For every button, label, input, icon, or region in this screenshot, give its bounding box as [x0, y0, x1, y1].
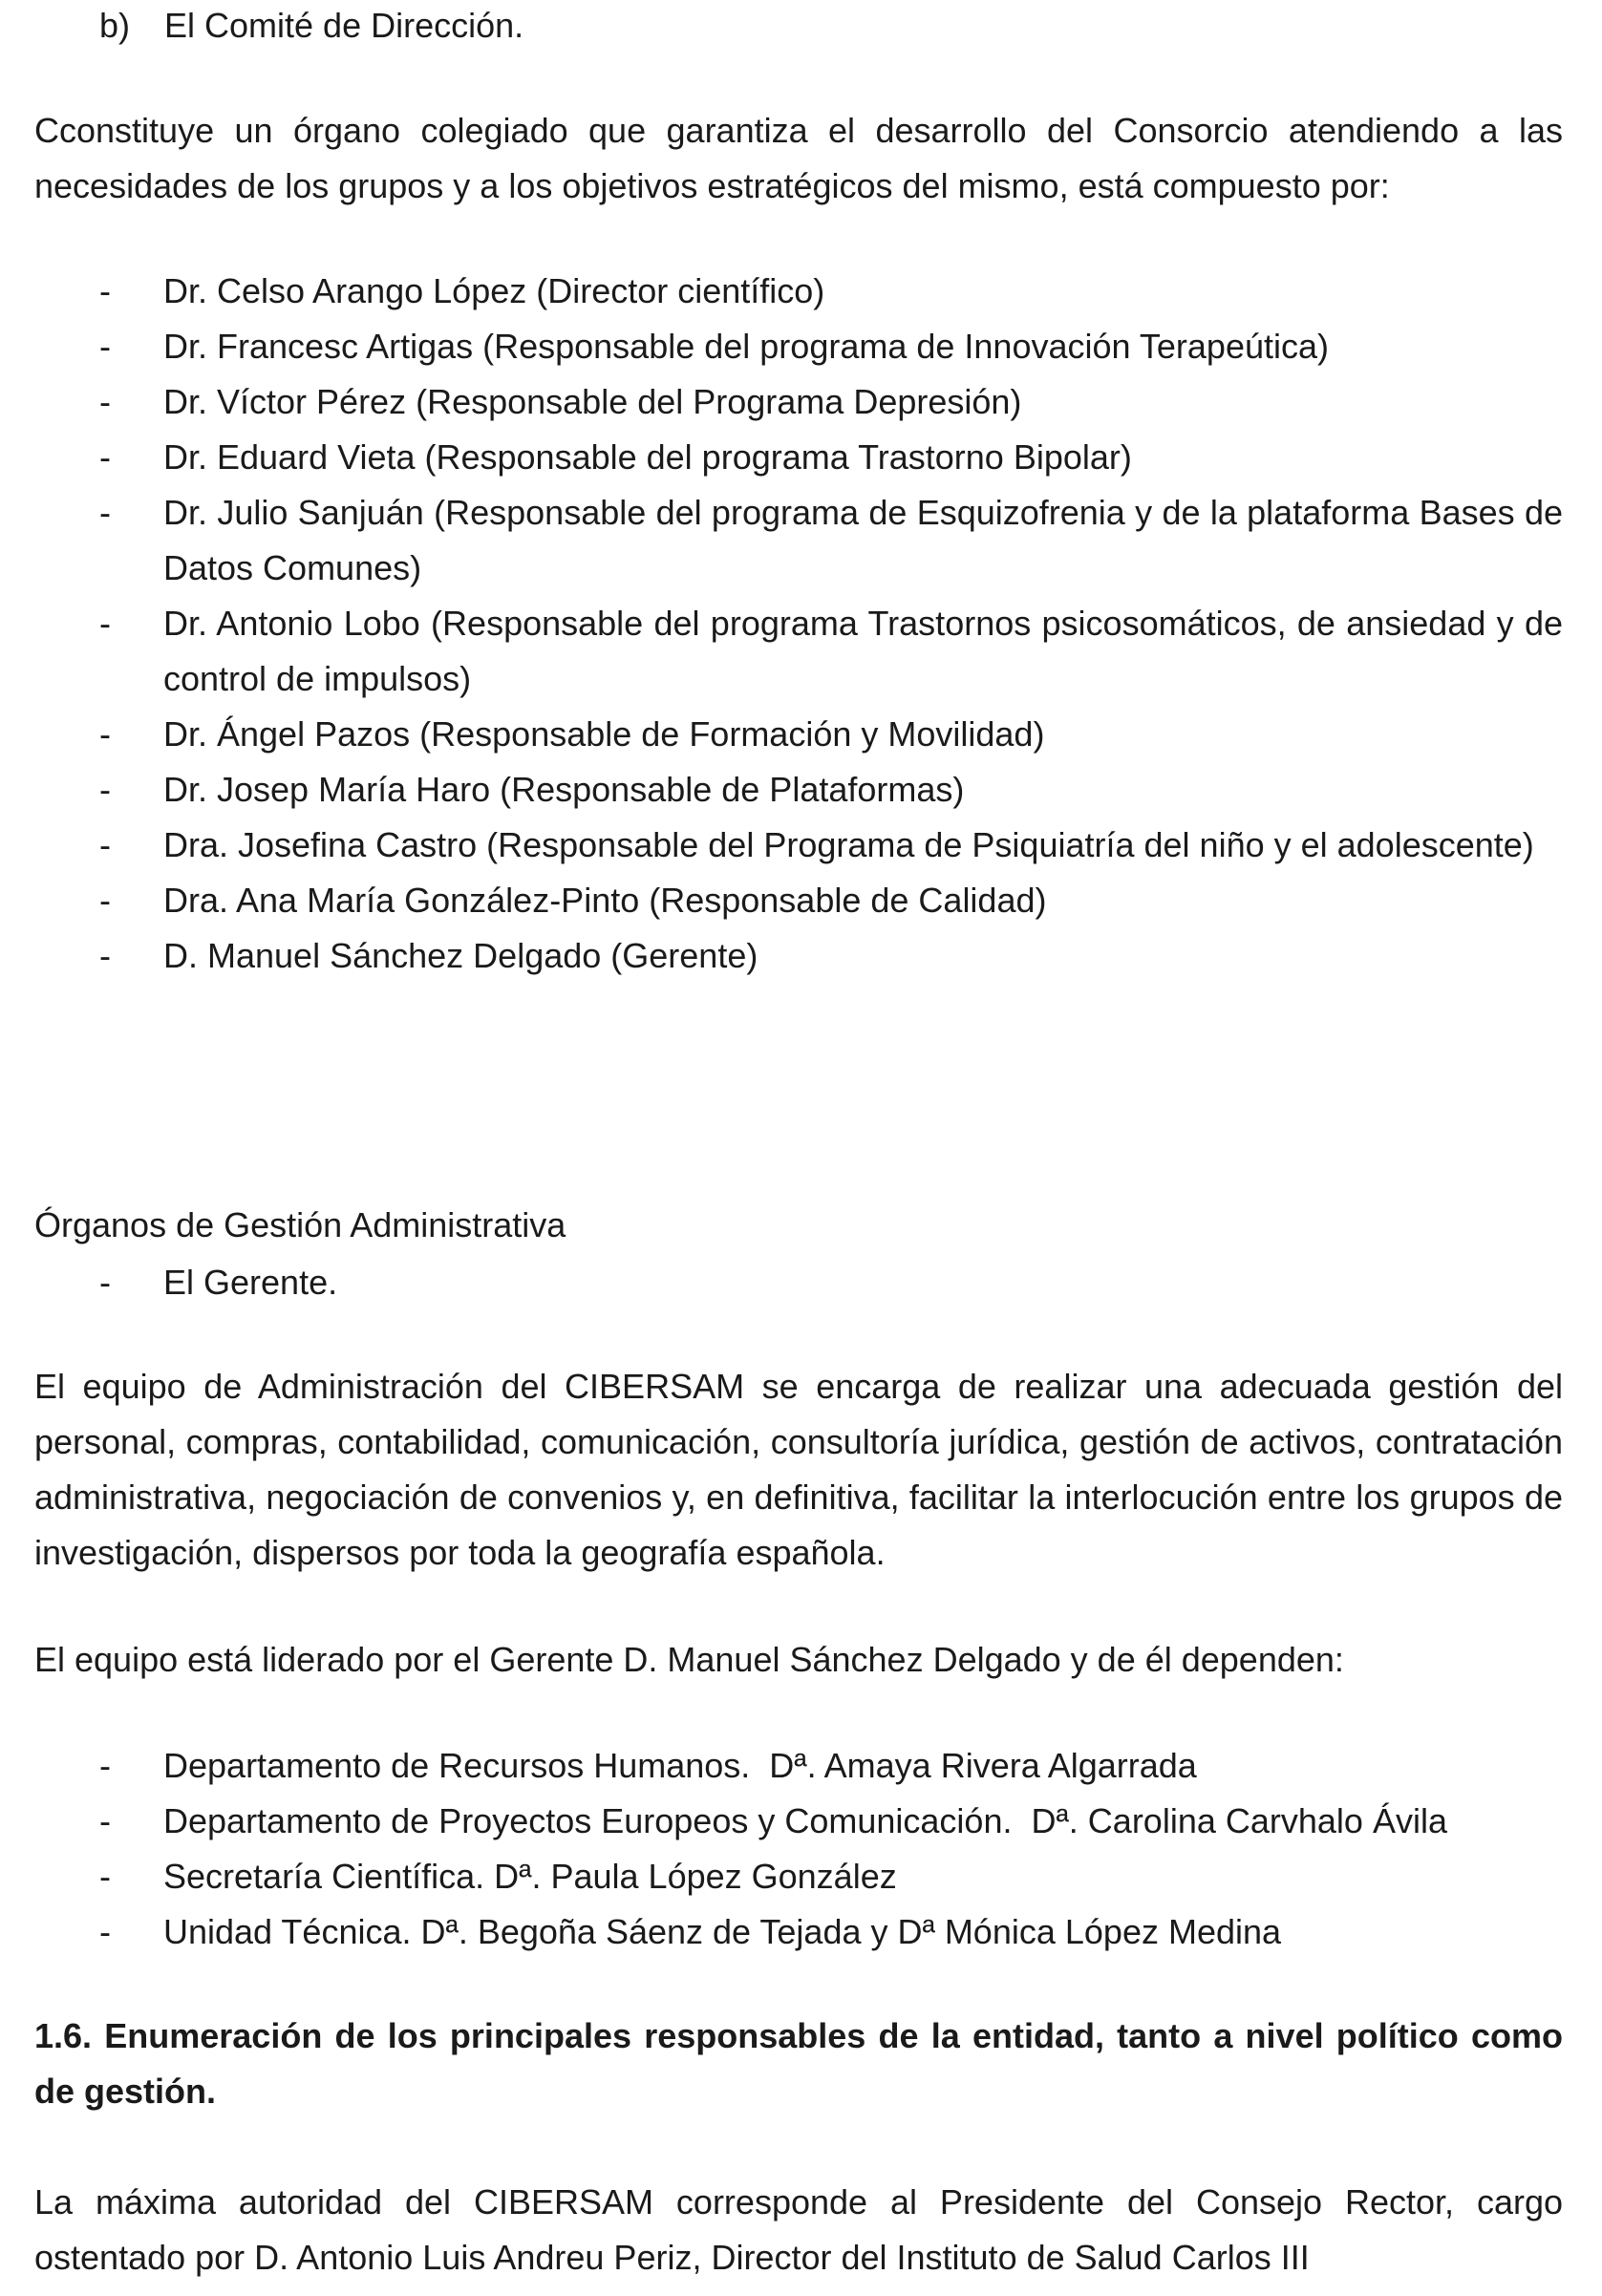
- committee-intro-paragraph: Cconstituye un órgano colegiado que garantiza el desarrollo del Consorcio atendiendo a las necesidades de los grupos y a los objetivos estratégicos del mismo, está compuesto por:: [34, 111, 1563, 205]
- dash-bullet: -: [99, 604, 111, 643]
- list-item: [34, 1904, 1563, 1960]
- list-item: [34, 430, 1563, 485]
- committee-members-list: [34, 264, 1563, 984]
- list-item: [34, 818, 1563, 873]
- admin-bodies-list: [34, 1255, 1563, 1310]
- member-text: Dr. Ángel Pazos (Responsable de Formación y Movilidad): [163, 714, 1045, 754]
- dash-bullet: -: [99, 327, 111, 366]
- dash-bullet: -: [99, 1746, 111, 1785]
- dash-bullet: -: [99, 1912, 111, 1951]
- dash-bullet: -: [99, 493, 111, 532]
- member-text: Dra. Josefina Castro (Responsable del Programa de Psiquiatría del niño y el adolescente): [163, 825, 1534, 864]
- dash-bullet: -: [99, 881, 111, 920]
- list-item: [34, 319, 1563, 374]
- dash-bullet: -: [99, 1857, 111, 1896]
- section-b-title: El Comité de Dirección.: [164, 6, 524, 45]
- admin-team-paragraph: El equipo de Administración del CIBERSAM se encarga de realizar una adecuada gestión del personal, compras, contabilidad, comunicación, consultoría jurídica, gestión de activos, contratación administrativa, negociación de convenios y, en definitiva, facilitar la interlocución entre los grupos de investigación, dispersos por toda la geografía española.: [34, 1367, 1563, 1572]
- department-text: Unidad Técnica. Dª. Begoña Sáenz de Tejada y Dª Mónica López Medina: [163, 1912, 1282, 1951]
- list-item: [34, 707, 1563, 762]
- member-text: Dr. Celso Arango López (Director científico): [163, 271, 825, 310]
- member-text: Dr. Antonio Lobo (Responsable del programa Trastornos psicosomáticos, de ansiedad y de control de impulsos): [163, 604, 1563, 698]
- member-text: Dr. Eduard Vieta (Responsable del programa Trastorno Bipolar): [163, 437, 1132, 477]
- departments-list: [34, 1738, 1563, 1960]
- dash-bullet: -: [99, 825, 111, 864]
- member-text: Dr. Víctor Pérez (Responsable del Programa Depresión): [163, 382, 1022, 421]
- dash-bullet: -: [99, 271, 111, 310]
- list-item: [34, 1794, 1563, 1849]
- dash-bullet: -: [99, 1263, 111, 1302]
- dash-bullet: -: [99, 714, 111, 754]
- list-item: [34, 485, 1563, 596]
- team-led-paragraph: El equipo está liderado por el Gerente D. Manuel Sánchez Delgado y de él dependen:: [34, 1640, 1344, 1679]
- department-text: Secretaría Científica. Dª. Paula López González: [163, 1857, 897, 1896]
- list-item: [34, 1738, 1563, 1794]
- list-item: [34, 928, 1563, 984]
- dash-bullet: -: [99, 770, 111, 809]
- list-item: [34, 264, 1563, 319]
- section-1-6-heading: 1.6. Enumeración de los principales responsables de la entidad, tanto a nivel político como de gestión.: [34, 2016, 1563, 2111]
- list-item: [34, 1849, 1563, 1904]
- dash-bullet: -: [99, 936, 111, 975]
- member-text: Dr. Josep María Haro (Responsable de Plataformas): [163, 770, 965, 809]
- department-text: Departamento de Proyectos Europeos y Comunicación. Dª. Carolina Carvhalo Ávila: [163, 1801, 1447, 1840]
- member-text: D. Manuel Sánchez Delgado (Gerente): [163, 936, 758, 975]
- dash-bullet: -: [99, 1801, 111, 1840]
- list-item: [34, 762, 1563, 818]
- member-text: Dr. Francesc Artigas (Responsable del programa de Innovación Terapeútica): [163, 327, 1329, 366]
- admin-bodies-title: Órganos de Gestión Administrativa: [34, 1205, 566, 1244]
- member-text: Dr. Julio Sanjuán (Responsable del programa de Esquizofrenia y de la plataforma Bases de Datos Comunes): [163, 493, 1563, 587]
- list-item: [34, 1255, 1563, 1310]
- admin-item-text: El Gerente.: [163, 1263, 338, 1302]
- dash-bullet: -: [99, 382, 111, 421]
- member-text: Dra. Ana María González-Pinto (Responsable de Calidad): [163, 881, 1047, 920]
- dash-bullet: -: [99, 437, 111, 477]
- list-item: [34, 374, 1563, 430]
- section-b-label: b): [99, 6, 131, 45]
- list-item: [34, 596, 1563, 707]
- authority-paragraph: La máxima autoridad del CIBERSAM corresponde al Presidente del Consejo Rector, cargo ostentado por D. Antonio Luis Andreu Periz, Director del Instituto de Salud Carlos III: [34, 2182, 1563, 2277]
- department-text: Departamento de Recursos Humanos. Dª. Amaya Rivera Algarrada: [163, 1746, 1197, 1785]
- list-item: [34, 873, 1563, 928]
